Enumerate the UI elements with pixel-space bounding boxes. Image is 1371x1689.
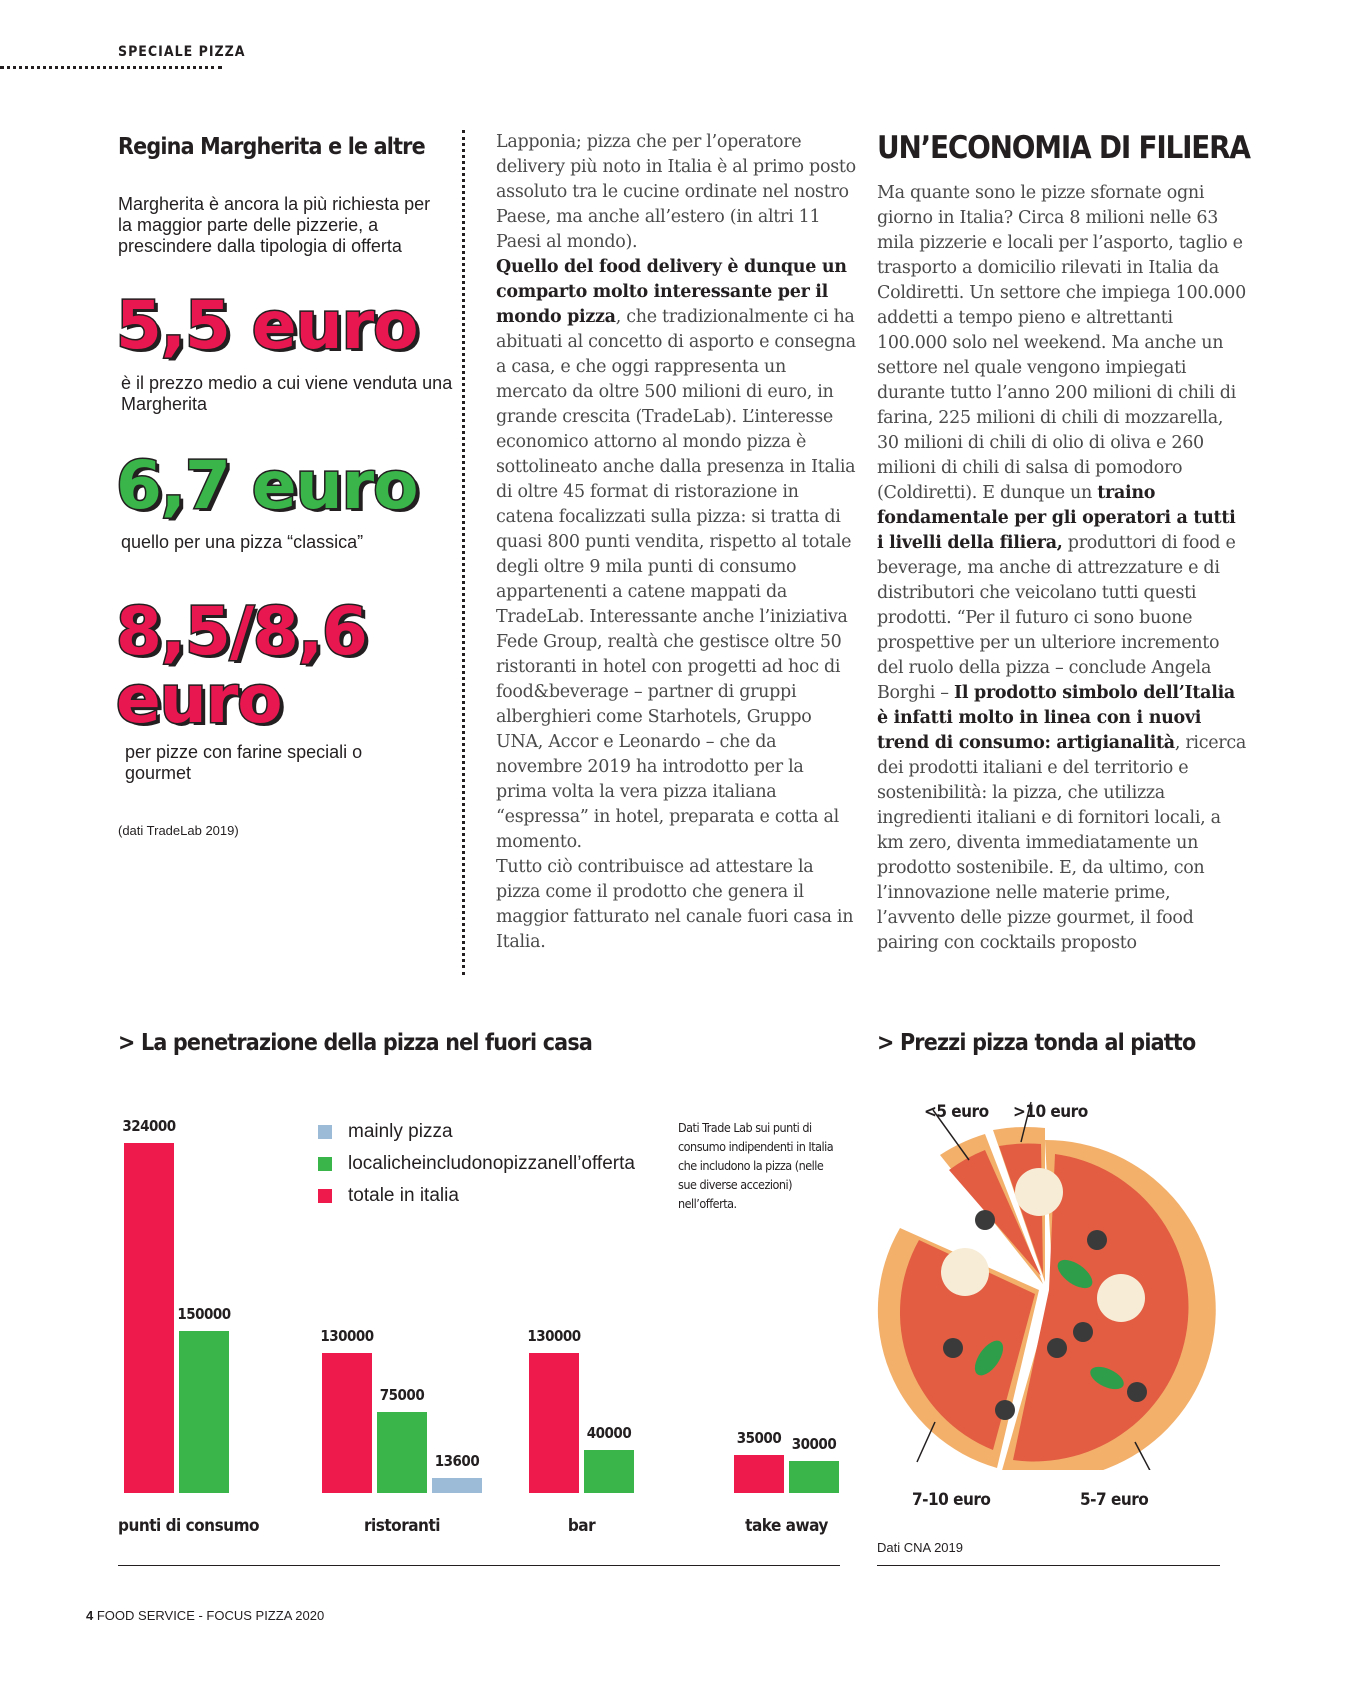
- bar-value-label: 150000: [177, 1305, 231, 1323]
- column2-paragraph2-bold: Quello del food delivery è dunque un comparto molto interessante per il mondo pizza: [496, 257, 847, 327]
- pizza-label-over-10: >10 euro: [1013, 1102, 1088, 1122]
- mozzarella: [1097, 1274, 1145, 1322]
- column3-text1: Ma quante sono le pizze sfornate ogni giorno in Italia? Circa 8 milioni nelle 63 mila pizzerie e locali per l’asporto, taglio e trasporto a domicilio rilevati in Italia da Coldiretti. Un settore che impiega 100.000 addetti a tempo pieno e altrettanti 100.000 solo nel weekend. Ma anche un settore nel quale vengono impiegati durante tutto l’anno 200 milioni di chili di farina, 225 milioni di chili di mozzarella, 30 milioni di chili di olio di oliva e 260 milioni di chili di salsa di pomodoro (Coldiretti). E dunque un: [877, 183, 1246, 503]
- column3-title: UN’ECONOMIA DI FILIERA: [877, 130, 1250, 166]
- stat-value-gourmet: 8,5/8,6 euro: [116, 593, 367, 738]
- column2-paragraph2: , che tradizionalmente ci ha abituati al concetto di asporto e consegna a casa, e che oggi rappresenta un mercato da oltre 500 milioni di euro, in grande crescita (TradeLab). L’interesse economico attorno al mondo pizza è sottolineato anche dalla presenza in Italia di oltre 45 format di ristorazione in catena focalizzati sulla pizza: si tratta di quasi 800 punti vendita, rispetto al totale degli oltre 9 mila punti di consumo appartenenti a catene mappati da TradeLab. Interessante anche l’iniziativa Fede Group, realtà che gestisce oltre 50 ristoranti in hotel con progetti ad hoc di food&beverage – partner di gruppi alberghieri come Starhotels, Gruppo UNA, Accor e Leonardo – che da novembre 2019 ha introdotto per la prima volta la vera pizza italiana “espressa” in hotel, preparata e cotta al momento.: [496, 307, 856, 852]
- bar-value-label: 130000: [527, 1327, 581, 1345]
- bar-ristoranti-2: [432, 1478, 482, 1493]
- olive: [995, 1400, 1015, 1420]
- pizza-chart-bottom-rule: [877, 1565, 1220, 1566]
- mozzarella: [1015, 1168, 1063, 1216]
- legend-label: totale in italia: [348, 1185, 459, 1206]
- column2-body: [496, 130, 856, 955]
- olive: [975, 1210, 995, 1230]
- bar-ristoranti-0: [322, 1353, 372, 1493]
- legend-swatch-red: [318, 1189, 332, 1203]
- olive: [1087, 1230, 1107, 1250]
- column-divider: [462, 130, 465, 975]
- bar-bar-1: [584, 1450, 634, 1493]
- column1-title: Regina Margherita e le altre: [118, 134, 425, 160]
- legend-item-totale: [318, 1182, 635, 1210]
- bar-value-label: 35000: [736, 1429, 782, 1447]
- column3-text3: , ricerca dei prodotti italiani e del territorio e sostenibilità: la pizza, che utilizza ingredienti italiani e di fornitori locali, a km zero, diventa immediatamente un prodotto sostenibile. E, da ultimo, con l’innovazione nelle materie prime, l’avvento delle pizze gourmet, il food pairing con cocktails proposto: [877, 733, 1246, 953]
- olive: [1127, 1382, 1147, 1402]
- column2-paragraph1: Lapponia; pizza che per l’operatore delivery più noto in Italia è al primo posto assoluto tra le cucine ordinate nel nostro Paese, ma anche all’estero (in altri 11 Paesi al mondo).: [496, 132, 856, 252]
- leader-line: [917, 1422, 935, 1462]
- page-number: 4: [86, 1608, 94, 1623]
- pizza-chart-title: > Prezzi pizza tonda al piatto: [877, 1030, 1196, 1056]
- column3-bold2: Il prodotto simbolo dell’Italia è infatti molto in linea con i nuovi trend di consumo: artigianalità: [877, 683, 1235, 753]
- column3-text2: produttori di food e beverage, ma anche di attrezzature e di distributori che veicolano tutti questi prodotti. “Per il futuro ci sono buone prospettive per un ulteriore incremento del ruolo della pizza – conclude Angela Borghi –: [877, 533, 1236, 703]
- olive: [1047, 1338, 1067, 1358]
- legend-label: localicheincludonopizzanell’offerta: [348, 1153, 635, 1174]
- column3-bold1: traino fondamentale per gli operatori a tutti i livelli della filiera,: [877, 483, 1236, 553]
- bar-value-label: 130000: [320, 1327, 374, 1345]
- bar-take-away-0: [734, 1455, 784, 1493]
- category-label: punti di consumo: [118, 1516, 260, 1536]
- bar-value-label: 324000: [122, 1117, 176, 1135]
- footer-text: FOOD SERVICE - FOCUS PIZZA 2020: [96, 1608, 325, 1623]
- legend-swatch-green: [318, 1157, 332, 1171]
- stat-caption-classica: quello per una pizza “classica”: [121, 532, 364, 552]
- category-label: bar: [567, 1516, 596, 1536]
- legend-item-locali: [318, 1150, 635, 1178]
- legend-swatch-blue: [318, 1125, 332, 1139]
- bar-value-label: 30000: [791, 1435, 837, 1453]
- bar-chart-title: > La penetrazione della pizza nel fuori casa: [118, 1030, 593, 1056]
- pizza-chart-source: Dati CNA 2019: [877, 1540, 963, 1555]
- section-tag: SPECIALE PIZZA: [118, 44, 246, 60]
- bar-value-label: 75000: [379, 1386, 425, 1404]
- stat-value-margherita: 5,5 euro: [116, 287, 418, 364]
- bar-take-away-1: [789, 1461, 839, 1493]
- category-label: ristoranti: [363, 1516, 440, 1536]
- legend-label: mainly pizza: [348, 1121, 453, 1142]
- bar-chart-legend: [318, 1118, 635, 1210]
- bar-ristoranti-1: [377, 1412, 427, 1493]
- column1-source: (dati TradeLab 2019): [118, 823, 239, 838]
- column2-paragraph3: Tutto ciò contribuisce ad attestare la pizza come il prodotto che genera il maggior fatturato nel canale fuori casa in Italia.: [496, 857, 854, 952]
- page-footer: [86, 1608, 324, 1623]
- bar-value-label: 13600: [434, 1452, 480, 1470]
- olive: [943, 1338, 963, 1358]
- olive: [1073, 1322, 1093, 1342]
- bar-chart-bottom-rule: [118, 1565, 840, 1566]
- bar-punti-di-consumo-1: [179, 1331, 229, 1493]
- column1-intro: Margherita è ancora la più richiesta per la maggior parte delle pizzerie, a prescindere dalla tipologia di offerta: [118, 194, 431, 256]
- pizza-label-7-10: 7-10 euro: [912, 1490, 991, 1510]
- column3-body: [877, 181, 1247, 956]
- legend-item-mainly-pizza: [318, 1118, 635, 1146]
- pizza-label-5-7: 5-7 euro: [1080, 1490, 1149, 1510]
- bar-punti-di-consumo-0: [124, 1143, 174, 1493]
- pizza-illustration: [877, 1090, 1217, 1470]
- mozzarella: [941, 1248, 989, 1296]
- stat-value-classica: 6,7 euro: [116, 447, 418, 524]
- category-label: take away: [745, 1516, 828, 1536]
- header-dotted-rule: [0, 66, 222, 69]
- bar-value-label: 40000: [586, 1424, 632, 1442]
- stat-caption-gourmet: per pizze con farine speciali o gourmet: [125, 742, 363, 783]
- pizza-label-under-5: <5 euro: [924, 1102, 989, 1122]
- bar-bar-0: [529, 1353, 579, 1493]
- bar-chart-note: Dati Trade Lab sui punti di consumo indipendenti in Italia che includono la pizza (nelle sue diverse accezioni) nell’offerta.: [678, 1120, 834, 1211]
- stat-caption-margherita: è il prezzo medio a cui viene venduta una Margherita: [121, 373, 453, 414]
